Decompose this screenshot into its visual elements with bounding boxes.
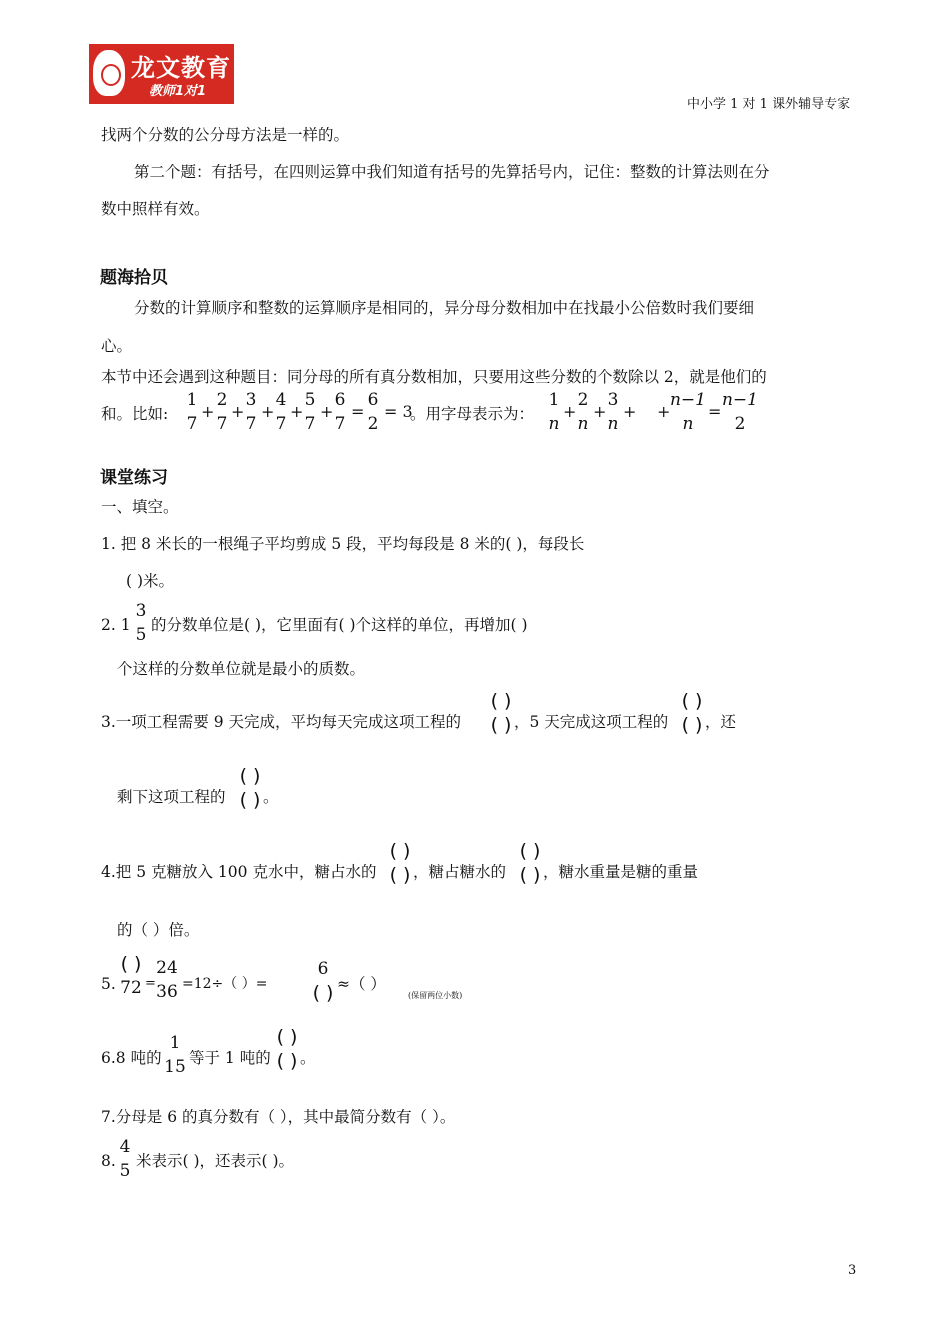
example-fraction: 4 7 (275, 390, 287, 434)
question-4b: ，糖占糖水的 (413, 863, 507, 881)
q4-blank-fraction[interactable]: ( ) ( ) (389, 840, 411, 886)
q6-blank-fraction[interactable]: ( ) ( ) (276, 1026, 298, 1072)
q5-fraction-3[interactable]: 6 ( ) (312, 959, 334, 1004)
plus-sign: + (290, 402, 304, 421)
plus-sign: + (231, 402, 245, 421)
letter-fraction: 2 n (577, 390, 589, 434)
plus-sign: + (201, 402, 215, 421)
q4-blank-fraction[interactable]: ( ) ( ) (519, 840, 541, 886)
q8-fraction: 4 5 (119, 1137, 131, 1181)
header-tagline: 中小学 1 对 1 课外辅导专家 (687, 97, 851, 112)
example-fraction: 3 7 (245, 390, 257, 434)
logo-title: 龙文教育 (131, 54, 231, 82)
q3-blank-fraction[interactable]: ( ) ( ) (239, 765, 261, 811)
q5-fraction-2: 24 36 (156, 958, 178, 1002)
q3-blank-fraction[interactable]: ( ) ( ) (681, 690, 703, 736)
plus-sign: + (657, 402, 671, 421)
question-8-rest: 米表示( )，还表示( )。 (136, 1152, 295, 1170)
logo-subtitle: 教师1对1 (149, 84, 207, 99)
logo-face-icon (93, 50, 125, 96)
question-3c: ，还 (705, 713, 737, 731)
plus-sign: + (320, 402, 334, 421)
example-fraction: 6 2 (367, 390, 379, 434)
question-1b: ( )米。 (126, 572, 175, 590)
plus-sign: + (261, 402, 275, 421)
question-4a: 4.把 5 克糖放入 100 克水中，糖占水的 (101, 863, 377, 881)
question-3a: 3.一项工程需要 9 天完成，平均每天完成这项工程的 (101, 713, 462, 731)
page-number: 3 (848, 1263, 857, 1278)
plus-sign: + (593, 402, 607, 421)
section1-para-3-prefix: 和。比如: (101, 405, 169, 423)
section-title-ketang: 课堂练习 (100, 468, 168, 488)
section-title-tihai: 题海拾贝 (100, 268, 168, 288)
question-2-prefix: 2. 1 (101, 616, 131, 634)
plus-sign: + (563, 402, 577, 421)
section1-para-3-mid: 。用字母表示为： (410, 405, 535, 423)
question-6c: 。 (300, 1049, 316, 1067)
question-5-number: 5. (101, 975, 116, 993)
question-2b: 个这样的分数单位就是最小的质数。 (117, 660, 366, 678)
question-6b: 等于 1 吨的 (189, 1049, 271, 1067)
question-4d: 的（ ）倍。 (117, 921, 200, 939)
section1-para-1a: 分数的计算顺序和整数的运算顺序是相同的，异分母分数相加中在找最小公倍数时我们要细 (134, 299, 755, 317)
question-7: 7.分母是 6 的真分数有（ ），其中最简分数有（ ）。 (101, 1108, 456, 1126)
question-2-rest: 的分数单位是( )，它里面有( )个这样的单位，再增加( ) (151, 616, 528, 634)
q5-note: (保留两位小数) (408, 991, 463, 1000)
question-6a: 6.8 吨的 (101, 1049, 162, 1067)
letter-fraction: n−1 n (669, 390, 706, 434)
intro-line-3: 数中照样有效。 (101, 200, 210, 218)
example-fraction: 6 7 (334, 390, 346, 434)
q5-fraction-1[interactable]: ( ) 72 (120, 953, 142, 998)
q5-equals: = (145, 976, 156, 991)
example-fraction: 2 7 (216, 390, 228, 434)
section1-para-1b: 心。 (101, 337, 133, 355)
intro-line-1: 找两个分数的公分母方法是一样的。 (101, 126, 350, 144)
question-3e: 。 (263, 788, 279, 806)
letter-fraction: 3 n (607, 390, 619, 434)
q2-fraction: 3 5 (135, 601, 147, 645)
intro-line-2: 第二个题：有括号，在四则运算中我们知道有括号的先算括号内，记住：整数的计算法则在分 (134, 163, 770, 181)
question-8-prefix: 8. (101, 1152, 116, 1170)
plus-sign: + (623, 402, 637, 421)
question-3b: ，5 天完成这项工程的 (514, 713, 669, 731)
part-label: 一、填空。 (101, 498, 179, 516)
question-4c: ，糖水重量是糖的重量 (543, 863, 699, 881)
q6-fraction: 1 15 (164, 1033, 186, 1077)
q3-blank-fraction[interactable]: ( ) ( ) (490, 690, 512, 736)
question-5-mid: =12÷（ ）= (182, 976, 268, 992)
equals-sign: = (708, 402, 722, 421)
question-3d: 剩下这项工程的 (117, 788, 226, 806)
question-5-approx: ≈（ ） (337, 975, 386, 993)
example-fraction: 5 7 (304, 390, 316, 434)
question-1a: 1. 把 8 米长的一根绳子平均剪成 5 段，平均每段是 8 米的( )，每段长 (101, 535, 585, 553)
equals-three: = 3 (384, 402, 413, 421)
equals-sign: = (351, 402, 365, 421)
logo (89, 44, 234, 104)
letter-fraction: 1 n (548, 390, 560, 434)
section1-para-2: 本节中还会遇到这种题目：同分母的所有真分数相加，只要用这些分数的个数除以 2，就是他们的 (101, 368, 767, 386)
letter-fraction: n−1 2 (721, 390, 758, 434)
example-fraction: 1 7 (186, 390, 198, 434)
